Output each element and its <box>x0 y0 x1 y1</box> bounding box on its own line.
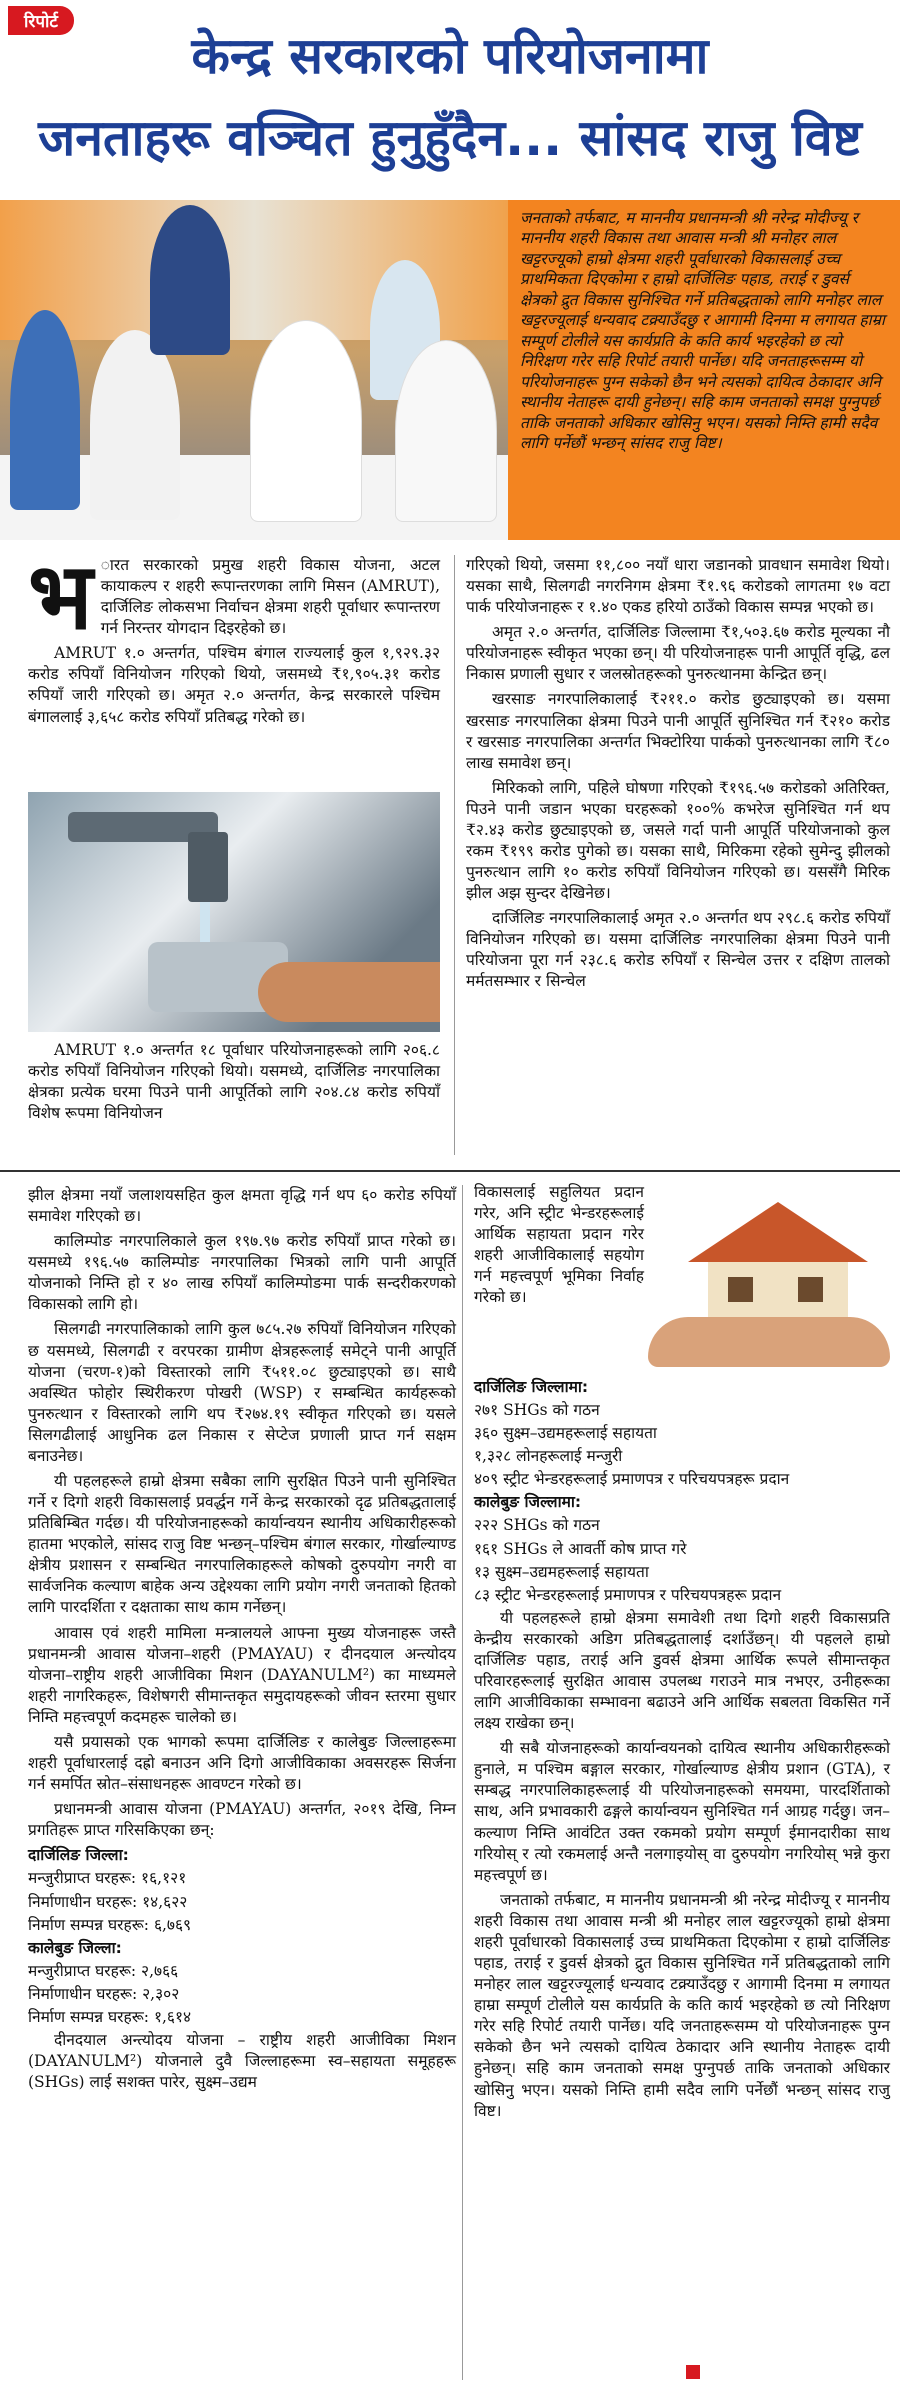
headline-line-1: केन्द्र सरकारको परियोजनामा <box>191 27 709 85</box>
list-item: निर्माण सम्पन्न घरहरू: ६,७६९ <box>28 1915 192 1934</box>
column-4: दार्जिलिङ जिल्लामा: २७१ SHGs को गठन ३६० सुक्ष्म–उद्यमहरूलाई सहायता १,३२८ लोनहरूलाई मन्जुरी ४०९ स्ट्रीट भेन्डरहरूलाई प्रमाणपत्र र परिचयपत्रहरू प्रदान कालेबुङ जिल्लामा: २२२ SHGs को गठन १६१ SHGs ले आवर्ती कोष प्राप्त गरे १३ सुक्ष्म–उद्यमहरूलाई सहायता ८३ स्ट्रीट भेन्डरहरूलाई प्रमाणपत्र र परिचयपत्रहरू प्रदान यी पहलहरूले हाम्रो क्षेत्रमा समावेशी तथा दिगो शहरी विकासप्रति केन्द्रीय सरकारको अडिग प्रतिबद्धतालाई दर्शाउँछन्। यी पहलले हाम्रो दार्जिलिङ पहाड, तराई अनि डुवर्स क्षेत्रमा आर्थिक रूपले सीमान्तकृत परिवारहरूलाई सुरक्षित आवास उपलब्ध गराउने मात्र नभएर, उनीहरूका लागि आजीविकाका सम्भावना बढाउने अनि आर्थिक सबलता विकसित गर्ने लक्ष्य राखेका छन्। यी सबै योजनाहरूको कार्यान्वयनको दायित्व स्थानीय अधिकारीहरूको हुनाले, म पश्चिम बङ्गाल सरकार, गोर्खाल्याण्ड क्षेत्रीय प्रशान (GTA), र सम्बद्ध नगरपालिकाहरूलाई यी परियोजनाहरूको समयमा, पारदर्शिताको साथ, अनि प्रभावकारी ढङ्गले कार्यान्वयन सुनिश्चित गर्न आग्रह गर्दछु। जन–कल्याण निम्ति आवंटित उक्त रकमको प्रयोग सम्पूर्ण ईमानदारीका साथ गरियोस् र त्यो रकमलाई अन्तै नलगाइयोस् वा दुरुपयोग नगरियोस् भन्ने कुरा महत्त्वपूर्ण छ। जनताको तर्फबाट, म माननीय प्रधानमन्त्री श्री नरेन्द्र मोदीज्यू र माननीय शहरी विकास तथा आवास मन्त्री श्री मनोहर लाल खट्टरज्यूको हाम्रो क्षेत्रमा शहरी पूर्वाधारको विकासलाई उच्च प्राथमिकता दिएकोमा र हाम्रो दार्जिलिङ पहाड, तराई र डुवर्स क्षेत्रको द्रुत विकास सुनिश्चित गर्ने प्रतिबद्धताको लागि मनोहर लाल खट्टरज्यूलाई धन्यवाद टक्र्याउँदछु र आगामी दिनमा म लगायत हाम्रा सम्पूर्ण टोलीले यस कार्यप्रति के कति कार्य भइरहेको छ त्यो निरिक्षण गरेर सहि रिपोर्ट तयारी पार्नेछ। यदि जनताहरूसम्म यो परियोजनाहरू पुग्न सकेको छैन भने त्यसको दायित्व ठेकादार अनि स्थानीय नेताहरू दायी हुनेछन्। सहि काम जनताको समक्ष पुग्नुपर्छ ताकि जनताको अधिकार खोसिनु भएन। यसको निम्ति हामी सदैव लागि पर्नेछौं भन्छन् सांसद राजु विष्ट। <box>474 1378 890 2120</box>
list-item: मन्जुरीप्राप्त घरहरू: १६,१२१ <box>28 1869 187 1888</box>
column-divider-lower <box>462 1185 463 2380</box>
list-item: निर्माणाधीन घरहरू: १४,६२२ <box>28 1892 188 1911</box>
list-item: ८३ स्ट्रीट भेन्डरहरूलाई प्रमाणपत्र र परिचयपत्रहरू प्रदान <box>474 1585 782 1604</box>
list-item: १,३२८ लोनहरूलाई मन्जुरी <box>474 1447 623 1466</box>
column-2: गरिएको थियो, जसमा ११,८०० नयाँ धारा जडानको प्रावधान समावेश थियो। यसका साथै, सिलगढी नगरनिगम क्षेत्रमा ₹१.९६ करोडको लागतमा १७ वटा पार्क परियोजनाहरू र १.४० एकड हरियो ठाउँको विकास सम्पन्न भएको छ। अमृत २.० अन्तर्गत, दार्जिलिङ जिल्लामा ₹१,५०३.६७ करोड मूल्यका नौ परियोजनाहरू स्वीकृत भएका छन्। यी परियोजनाहरू पानी आपूर्ति वृद्धि, ढल निकास प्रणाली सुधार र जलस्रोतहरूको पुनरुत्थानमा केन्द्रित छन्। खरसाङ नगरपालिकालाई ₹२११.० करोड छुट्याइएको छ। यसमा खरसाङ नगरपालिका क्षेत्रमा पिउने पानी आपूर्ति सुनिश्चित गर्न ₹२१० करोड र खरसाङ नगरपालिका अन्तर्गत भिक्टोरिया पार्कको पुनरुत्थानका लागि ₹८० लाख समावेश छन्। मिरिकको लागि, पहिले घोषणा गरिएको ₹१९६.५७ करोडको अतिरिक्त, पिउने पानी जडान भएका घरहरूको १००% कभरेज सुनिश्चित गर्न थप ₹२.४३ करोड छुट्याइएको छ, जसले गर्दा पानी आपूर्ति परियोजनाको कुल रकम ₹१९९ करोड पुगेको छ। यसका साथै, मिरिकमा रहेको सुमेन्दु झीलको पुनरुत्थान लागि १० करोड रुपियाँ विनियोजन गरिएको छ। यससँगै मिरिक झील अझ सुन्दर देखिनेछ। दार्जिलिङ नगरपालिकालाई अमृत २.० अन्तर्गत थप २९८.६ करोड रुपियाँ विनियोजन गरिएको छ। यसमा दार्जिलिङ नगरपालिका क्षेत्रमा पिउने पानी परियोजना पूरा गर्न २३८.६ करोड रुपियाँ र सिन्चेल उत्तर र दक्षिण तालको मर्मतसम्भार र सिन्चेल <box>466 556 890 991</box>
list-item: १३ सुक्ष्म–उद्यमहरूलाई सहायता <box>474 1562 649 1581</box>
darjeeling-housing-heading: दार्जिलिङ जिल्ला: <box>28 1846 129 1865</box>
list-item: निर्माणाधीन घरहरू: २,३०२ <box>28 1984 180 2003</box>
dropcap: भ <box>28 543 93 650</box>
end-mark <box>686 2365 700 2379</box>
list-item: ४०९ स्ट्रीट भेन्डरहरूलाई प्रमाणपत्र र परिचयपत्रहरू प्रदान <box>474 1470 790 1489</box>
list-item: २७१ SHGs को गठन <box>474 1401 600 1420</box>
list-item: २२२ SHGs को गठन <box>474 1516 600 1535</box>
house-in-hands-image <box>648 1182 890 1367</box>
list-item: १६१ SHGs ले आवर्ती कोष प्राप्त गरे <box>474 1539 687 1558</box>
highlight-box: जनताको तर्फबाट, म माननीय प्रधानमन्त्री श्री नरेन्द्र मोदीज्यू र माननीय शहरी विकास तथा आवास मन्त्री श्री मनोहर लाल खट्टरज्यूको हाम्रो क्षेत्रमा शहरी पूर्वाधारको विकासलाई उच्च प्राथमिकता दिएकोमा र हाम्रो दार्जिलिङ पहाड, तराई र डुवर्स क्षेत्रको द्रुत विकास सुनिश्चित गर्ने प्रतिबद्धताको लागि मनोहर लाल खट्टरज्यूलाई धन्यवाद टक्र्याउँदछु र आगामी दिनमा म लगायत हाम्रा सम्पूर्ण टोलीले यस कार्यप्रति के कति कार्य भइरहेको छ त्यो निरिक्षण गरेर सहि रिपोर्ट तयारी पार्नेछ। यदि जनताहरूसम्म यो परियोजनाहरू पुग्न सकेको छैन भने त्यसको दायित्व ठेकादार अनि स्थानीय नेताहरू दायी हुनेछन्। सहि काम जनताको समक्ष पुग्नुपर्छ ताकि जनताको अधिकार खोसिनु भएन। यसको निम्ति हामी सदैव लागि पर्नेछौं भन्छन् सांसद राजु विष्ट। <box>508 200 900 540</box>
column-divider <box>454 555 455 1155</box>
press-conference-photo <box>0 200 508 540</box>
darjeeling-shg-heading: दार्जिलिङ जिल्लामा: <box>474 1378 589 1396</box>
headline-line-2: जनताहरू वञ्चित हुनुहुँदैन... सांसद राजु विष्ट <box>38 109 862 167</box>
water-tap-photo <box>28 792 440 1032</box>
list-item: निर्माण सम्पन्न घरहरू: १,६१४ <box>28 2007 192 2026</box>
section-divider <box>0 1170 900 1172</box>
column-1-top: भ ारत सरकारको प्रमुख शहरी विकास योजना, अटल कायाकल्प र शहरी रूपान्तरणका लागि मिसन (AMRUT), दार्जिलिङ लोकसभा निर्वाचन क्षेत्रमा शहरी पूर्वाधार रूपान्तरण गर्न निरन्तर योगदान दिइरहेको छ। AMRUT १.० अन्तर्गत, पश्चिम बंगाल राज्यलाई कुल १,९२९.३२ करोड रुपियाँ विनियोजन गरिएको थियो, जसमध्ये ₹१,९०५.३१ करोड रुपियाँ जारी गरिएको छ। अमृत २.० अन्तर्गत, केन्द्र सरकारले पश्चिम बंगाललाई ३,६५८ करोड रुपियाँ प्रतिबद्ध गरेको छ। <box>28 543 440 726</box>
kalimpong-housing-heading: कालेबुङ जिल्ला: <box>28 1938 122 1957</box>
list-item: ३६० सुक्ष्म–उद्यमहरूलाई सहायता <box>474 1424 657 1443</box>
column-3: झील क्षेत्रमा नयाँ जलाशयसहित कुल क्षमता वृद्धि गर्न थप ६० करोड रुपियाँ समावेश गरिएको छ। कालिम्पोङ नगरपालिकाले कुल १९७.९७ करोड रुपियाँ प्राप्त गरेको छ। यसमध्ये १९६.५७ कालिम्पोङ नगरपालिका भित्रको लागि पानी आपूर्ति योजनाको निम्ति हो र ४० लाख रुपियाँ कालिम्पोङमा पार्क सन्दरीकरणको विकासको लागि हो। सिलगढी नगरपालिकाको लागि कुल ७८५.२७ रुपियाँ विनियोजन गरिएको छ यसमध्ये, सिलगढी र वरपरका ग्रामीण क्षेत्रहरूलाई समेट्ने पानी आपूर्ति योजना (चरण-१)को विस्तारको लागि ₹५११.०८ छुट्याइएको छ। साथै अवस्थित फोहोर स्थिरीकरण पोखरी (WSP) र सम्बन्धित कार्यहरूको पुनरुत्थान र विस्तारको लागि थप ₹२७४.१९ स्वीकृत गरिएको छ। यसले सिलगढीलाई आधुनिक ढल निकास र सेप्टेज प्रणाली प्राप्त गर्न सक्षम बनाउनेछ। यी पहलहरूले हाम्रो क्षेत्रमा सबैका लागि सुरक्षित पिउने पानी सुनिश्चित गर्ने र दिगो शहरी विकासलाई प्रवर्द्धन गर्ने केन्द्र सरकारको दृढ प्रतिबद्धतालाई प्रतिबिम्बित गर्दछ। यी परियोजनाहरूको कार्यान्वयन स्थानीय अधिकारीहरूको हातमा भएकोले, सांसद राजु विष्ट भन्छन्–पश्चिम बंगाल सरकार, गोर्खाल्याण्ड क्षेत्रीय प्रशासन र सम्बन्धित नगरपालिकाहरूले कोषको दुरुपयोग नगरी वा सार्वजनिक कल्याण बाहेक अन्य उद्देश्यका लागि प्रयोग नगरी जनताको हितको लागि पारदर्शिता र दक्षताका साथ काम गर्नेछन्। आवास एवं शहरी मामिला मन्त्रालयले आफ्ना मुख्य योजनाहरू जस्तै प्रधानमन्त्री आवास योजना–शहरी (PMAYAU) र दीनदयाल अन्त्योदय योजना–राष्ट्रीय शहरी आजीविका मिशन (DAYANULM²) का माध्यमले शहरी नागरिकहरू, विशेषगरी सीमान्तकृत समुदायहरूको जीवन स्तरमा सुधार निम्ति महत्त्वपूर्ण कदमहरू चालेको छ। यसै प्रयासको एक भागको रूपमा दार्जिलिङ र कालेबुङ जिल्लाहरूमा शहरी पूर्वाधारलाई दह्रो बनाउन अनि दिगो आजीविकाका अवसरहरू सिर्जना गर्न समर्पित स्रोत–संसाधनहरू आवण्टन गरेको छ। प्रधानमन्त्री आवास योजना (PMAYAU) अन्तर्गत, २०१९ देखि, निम्न प्रगतिहरू प्राप्त गरिसकिएका छन्: दार्जिलिङ जिल्ला: मन्जुरीप्राप्त घरहरू: १६,१२१ निर्माणाधीन घरहरू: १४,६२२ निर्माण सम्पन्न घरहरू: ६,७६९ कालेबुङ जिल्ला: मन्जुरीप्राप्त घरहरू: २,७६६ निर्माणाधीन घरहरू: २,३०२ निर्माण सम्पन्न घरहरू: १,६१४ दीनदयाल अन्त्योदय योजना – राष्ट्रीय शहरी आजीविका मिशन (DAYANULM²) योजनाले दुवै जिल्लाहरूमा स्व–सहायता समूहहरू (SHGs) लाई सशक्त पारेर, सुक्ष्म–उद्यम <box>28 1186 456 2092</box>
column-1-bottom: AMRUT १.० अन्तर्गत १८ पूर्वाधार परियोजनाहरूको लागि २०६.८ करोड रुपियाँ विनियोजन गरिएको थियो। यसमध्ये, दार्जिलिङ नगरपालिका क्षेत्रका प्रत्येक घरमा पिउने पानी आपूर्तिको लागि २०४.८४ करोड रुपियाँ विशेष रूपमा विनियोजन <box>28 1041 440 1123</box>
section-tag: रिपोर्ट <box>8 6 74 35</box>
kalimpong-shg-heading: कालेबुङ जिल्लामा: <box>474 1493 582 1512</box>
list-item: मन्जुरीप्राप्त घरहरू: २,७६६ <box>28 1961 179 1980</box>
column-4-intro: विकासलाई सहुलियत प्रदान गरेर, अनि स्ट्रीट भेन्डरहरूलाई आर्थिक सहायता प्रदान गरेर शहरी आजीविकालाई सहयोग गर्न महत्त्वपूर्ण भूमिका निर्वाह गरेको छ। <box>474 1183 644 1307</box>
